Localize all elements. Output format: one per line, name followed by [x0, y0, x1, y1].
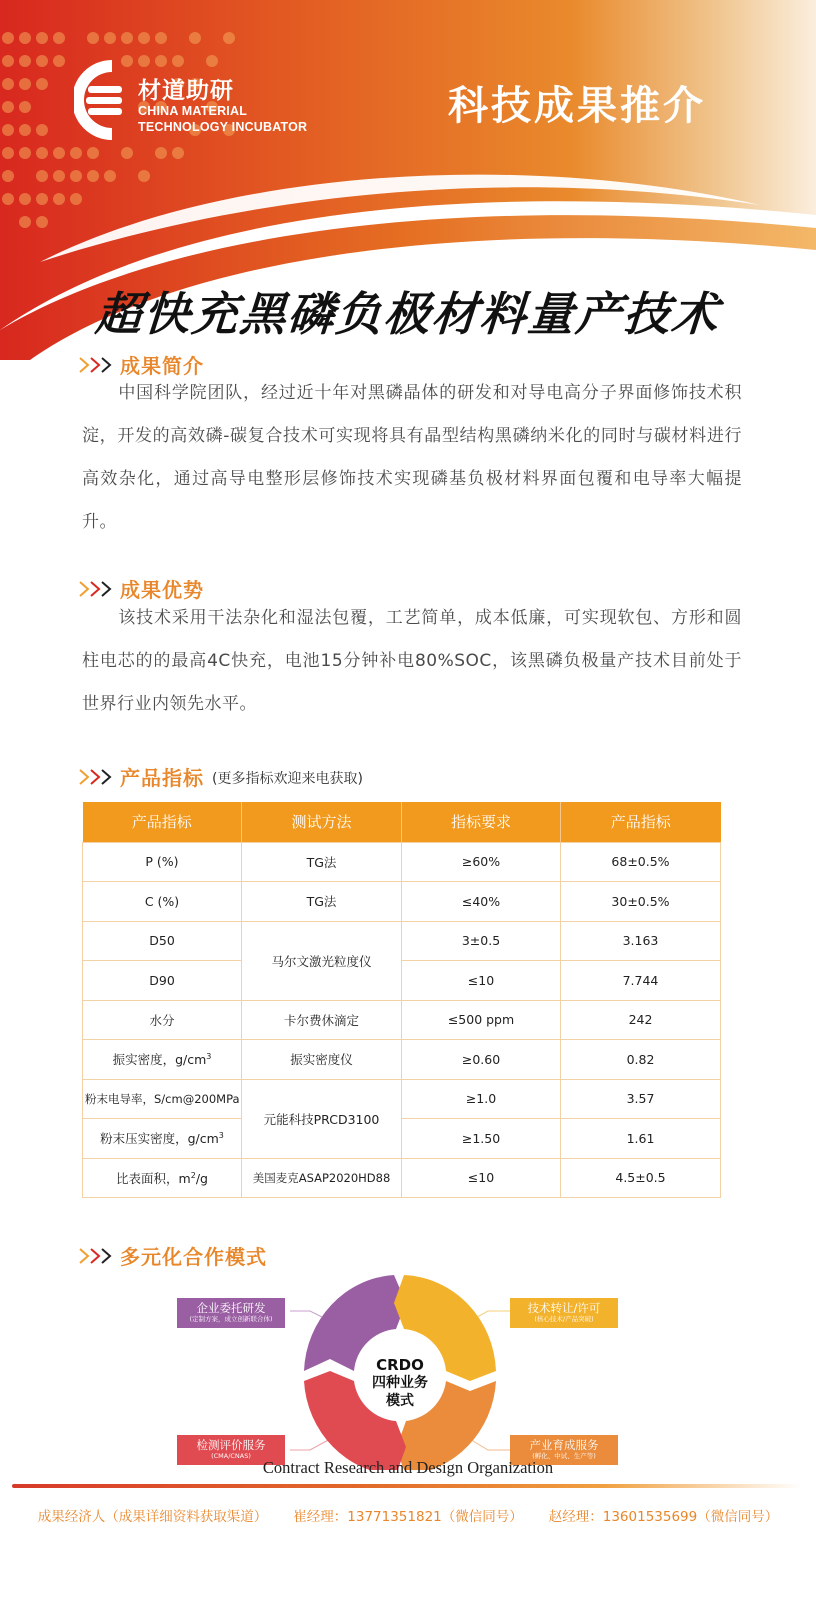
advantages-paragraph — [82, 597, 742, 726]
mode-subtitle: (核心技术/产品突破) — [534, 1315, 594, 1323]
banner-title: 科技成果推介 — [448, 83, 706, 129]
table-row — [83, 1119, 721, 1159]
cell-method: 元能科技PRCD3100 — [242, 1079, 402, 1158]
triple-chevron-icon — [78, 767, 116, 787]
logo-english-line1: CHINA MATERIAL — [138, 104, 248, 118]
page-title: 超快充黑磷负极材料量产技术 — [93, 287, 722, 341]
cell-name: C (%) — [83, 882, 242, 922]
cell-name: D50 — [83, 921, 242, 961]
cell-name: 水分 — [83, 1000, 242, 1040]
logo-mark-icon — [74, 58, 124, 142]
cell-value: 4.5±0.5 — [561, 1158, 721, 1198]
column-header: 指标要求 — [402, 802, 561, 842]
table-row — [83, 842, 721, 882]
triple-chevron-icon — [78, 1246, 116, 1266]
mode-label-commissioned-rd — [177, 1298, 285, 1328]
cell-value: 68±0.5% — [561, 842, 721, 882]
cell-value: 3.57 — [561, 1079, 721, 1119]
diagram-center-label — [350, 1356, 450, 1410]
cell-requirement: ≤10 — [402, 961, 561, 1001]
cell-requirement: ≥60% — [402, 842, 561, 882]
table-row — [83, 1079, 721, 1119]
table-row — [83, 1040, 721, 1080]
table-row — [83, 1158, 721, 1198]
cell-method: 马尔文激光粒度仪 — [242, 921, 402, 1000]
table-header-row — [83, 802, 721, 842]
cell-requirement: ≤500 ppm — [402, 1000, 561, 1040]
logo-chinese-name: 材道助研 — [138, 78, 234, 104]
table-row — [83, 1000, 721, 1040]
footer-divider — [12, 1484, 802, 1488]
superscript: 2 — [190, 1170, 196, 1180]
logo-english-line2: TECHNOLOGY INCUBATOR — [138, 120, 308, 134]
cell-requirement: ≤10 — [402, 1158, 561, 1198]
superscript: 3 — [218, 1131, 224, 1141]
cell-requirement: ≥0.60 — [402, 1040, 561, 1080]
triple-chevron-icon — [78, 579, 116, 599]
section-title: 成果简介 — [120, 354, 204, 378]
cell-value: 0.82 — [561, 1040, 721, 1080]
cell-name — [83, 1119, 242, 1159]
section-title: 产品指标 — [120, 766, 204, 790]
cell-value: 7.744 — [561, 961, 721, 1001]
cell-method: TG法 — [242, 882, 402, 922]
cell-method: 振实密度仪 — [242, 1040, 402, 1080]
column-header: 产品指标 — [83, 802, 242, 842]
column-header: 产品指标 — [561, 802, 721, 842]
cell-name — [83, 1040, 242, 1080]
table-row — [83, 882, 721, 922]
cell-method: 卡尔费休滴定 — [242, 1000, 402, 1040]
contact-zhao: 赵经理：13601535699（微信同号） — [548, 1509, 779, 1525]
logo — [74, 58, 324, 143]
table-row — [83, 921, 721, 961]
cell-value: 30±0.5% — [561, 882, 721, 922]
section-title: 成果优势 — [120, 578, 204, 602]
section-note: (更多指标欢迎来电获取) — [212, 770, 363, 787]
mode-title: 技术转让/许可 — [527, 1301, 601, 1315]
intro-paragraph — [82, 372, 742, 544]
cell-name: D90 — [83, 961, 242, 1001]
broker-label: 成果经济人（成果详细资料获取渠道） — [37, 1509, 268, 1525]
table-row — [83, 961, 721, 1001]
spec-table — [82, 802, 721, 1198]
mode-subtitle: (孵化、中试、生产等) — [532, 1452, 596, 1460]
mode-subtitle: (CMA/CNAS) — [211, 1452, 251, 1460]
superscript: 3 — [206, 1052, 212, 1062]
intro-text: 中国科学院团队，经过近十年对黑磷晶体的研发和对导电高分子界面修饰技术积淀，开发的高效磷-碳复合技术可实现将具有晶型结构黑磷纳米化的同时与碳材料进行高效杂化，通过高导电整形层修饰技术实现磷基负极材料界面包覆和电导率大幅提升。 — [82, 383, 742, 532]
cell-name: P (%) — [83, 842, 242, 882]
cell-value: 1.61 — [561, 1119, 721, 1159]
cell-requirement: ≤40% — [402, 882, 561, 922]
cell-value: 242 — [561, 1000, 721, 1040]
mode-title: 企业委托研发 — [196, 1301, 266, 1315]
cell-name — [83, 1158, 242, 1198]
contact-cui: 崔经理：13771351821（微信同号） — [293, 1509, 523, 1525]
cell-requirement: ≥1.0 — [402, 1079, 561, 1119]
center-line1: CRDO — [376, 1356, 424, 1374]
cell-method: 美国麦克ASAP2020HD88 — [242, 1158, 402, 1198]
cell-value: 3.163 — [561, 921, 721, 961]
mode-title: 产业育成服务 — [529, 1438, 599, 1452]
section-heading-cooperation — [78, 1241, 267, 1270]
mode-subtitle: (定制方案，成立创新联合体) — [189, 1315, 273, 1323]
center-line3: 模式 — [386, 1393, 414, 1409]
mode-title: 检测评价服务 — [196, 1438, 266, 1452]
cell-name-text: 比表面积，m — [116, 1170, 191, 1186]
cell-name-tail: /g — [195, 1170, 208, 1186]
crdo-caption: Contract Research and Design Organization — [262, 1458, 554, 1477]
cell-method: TG法 — [242, 842, 402, 882]
section-title: 多元化合作模式 — [120, 1245, 267, 1269]
cell-name: 粉末电导率，S/cm@200MPa — [83, 1079, 242, 1119]
cell-name-text: 振实密度，g/cm — [112, 1052, 207, 1068]
section-heading-specs — [78, 762, 363, 791]
cell-name-text: 粉末压实密度，g/cm — [100, 1131, 219, 1147]
column-header: 测试方法 — [242, 802, 402, 842]
advantages-text: 该技术采用干法杂化和湿法包覆，工艺简单，成本低廉，可实现软包、方形和圆柱电芯的的最高4C快充，电池15分钟补电80%SOC，该黑磷负极量产技术目前处于世界行业内领先水平。 — [82, 608, 742, 714]
cell-requirement: 3±0.5 — [402, 921, 561, 961]
footer-contacts — [0, 1505, 816, 1525]
cell-requirement: ≥1.50 — [402, 1119, 561, 1159]
center-line2: 四种业务 — [372, 1375, 428, 1391]
mode-label-tech-transfer — [510, 1298, 618, 1328]
